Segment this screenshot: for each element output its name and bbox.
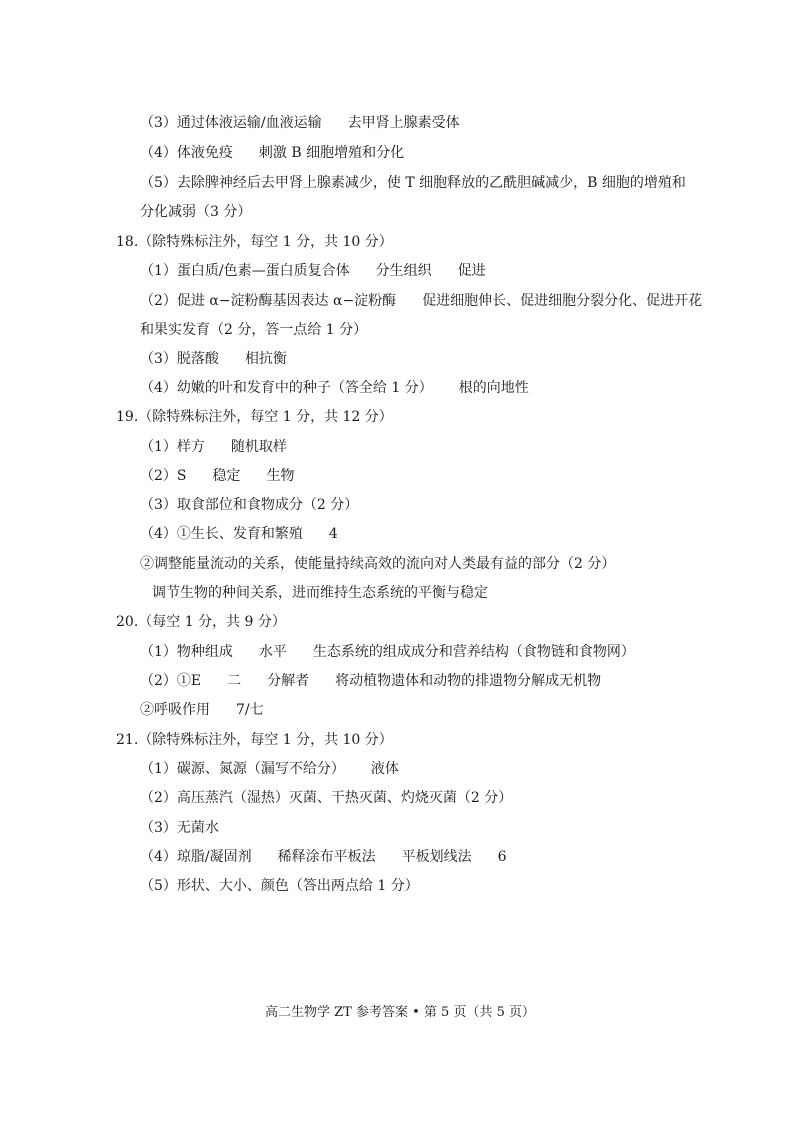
line-20-2-part2: ②呼吸作用 7/七 (140, 702, 264, 718)
page-footer: 高二生物学 ZT 参考答案 • 第 5 页（共 5 页） (265, 1005, 535, 1020)
line-18-2-cont: 和果实发育（2 分，答一点给 1 分） (140, 322, 368, 338)
question-19-header: 19.（除特殊标注外，每空 1 分，共 12 分） (116, 409, 393, 425)
line-17-5-cont: 分化减弱（3 分） (140, 204, 252, 220)
line-19-3: （3）取食部位和食物成分（2 分） (140, 497, 359, 513)
line-21-4: （4）琼脂/凝固剂 稀释涂布平板法 平板划线法 6 (140, 849, 507, 865)
line-17-3: （3）通过体液运输/血液运输 去甲肾上腺素受体 (140, 115, 460, 131)
line-21-3: （3）无菌水 (140, 820, 219, 836)
line-18-1: （1）蛋白质/色素—蛋白质复合体 分生组织 促进 (140, 263, 486, 279)
line-20-1: （1）物种组成 水平 生态系统的组成成分和营养结构（食物链和食物网） (140, 644, 635, 660)
line-20-2: （2）①E 二 分解者 将动植物遗体和动物的排遗物分解成无机物 (140, 673, 602, 689)
line-19-4: （4）①生长、发育和繁殖 4 (140, 526, 338, 542)
line-17-5: （5）去除脾神经后去甲肾上腺素减少，使 T 细胞释放的乙酰胆碱减少，B 细胞的增殖和 (140, 175, 686, 191)
line-19-4-part3: 调节生物的种间关系，进而维持生态系统的平衡与稳定 (152, 585, 488, 601)
line-18-2: （2）促进 α−淀粉酶基因表达 α−淀粉酶 促进细胞伸长、促进细胞分裂分化、促进开花 (140, 293, 703, 309)
line-21-1: （1）碳源、氮源（漏写不给分） 液体 (140, 761, 399, 777)
line-21-5: （5）形状、大小、颜色（答出两点给 1 分） (140, 878, 419, 894)
line-17-4: （4）体液免疫 刺激 B 细胞增殖和分化 (140, 145, 405, 161)
question-21-header: 21.（除特殊标注外，每空 1 分，共 10 分） (116, 732, 393, 748)
line-18-3: （3）脱落酸 相抗衡 (140, 351, 287, 367)
line-19-2: （2）S 稳定 生物 (140, 468, 295, 484)
line-21-2: （2）高压蒸汽（湿热）灭菌、干热灭菌、灼烧灭菌（2 分） (140, 790, 513, 806)
line-19-4-part2: ②调整能量流动的关系，使能量持续高效的流向对人类最有益的部分（2 分） (140, 556, 616, 572)
question-20-header: 20.（每空 1 分，共 9 分） (116, 614, 286, 630)
line-19-1: （1）样方 随机取样 (140, 439, 287, 455)
question-18-header: 18.（除特殊标注外，每空 1 分，共 10 分） (116, 234, 393, 250)
line-18-4: （4）幼嫩的叶和发育中的种子（答全给 1 分） 根的向地性 (140, 380, 529, 396)
